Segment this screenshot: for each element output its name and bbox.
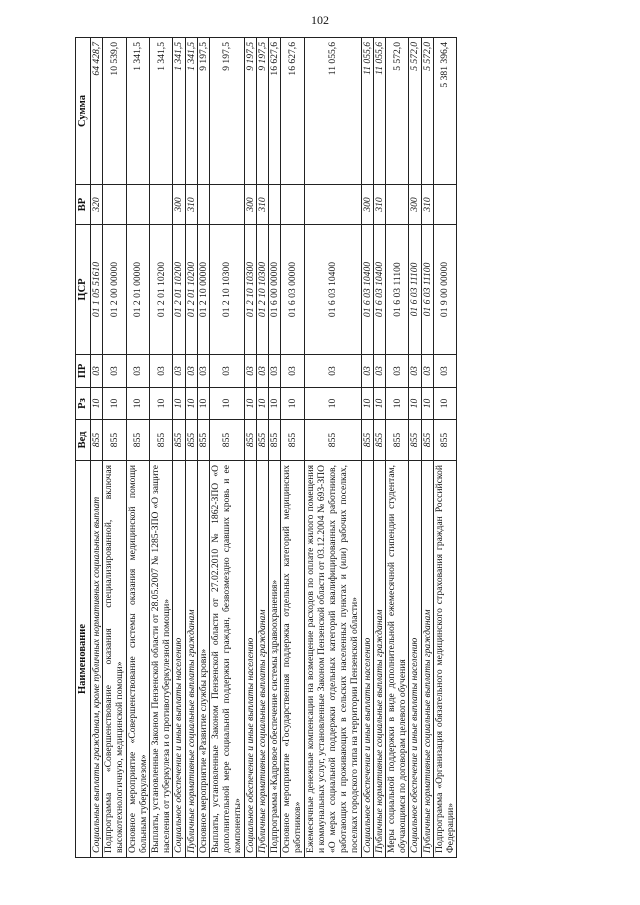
cell-sum: 9 197,5 — [197, 38, 209, 185]
cell-vr: 300 — [244, 185, 256, 225]
cell-ved: 855 — [386, 420, 409, 461]
cell-csr: 01 2 10 10300 — [244, 225, 256, 355]
col-header-csr: ЦСР — [76, 225, 91, 355]
cell-name: Основное мероприятие «Развитие службы крови» — [197, 461, 209, 858]
cell-sum: 5 572,0 — [409, 38, 421, 185]
cell-rz: 10 — [256, 388, 268, 420]
cell-sum: 10 539,0 — [103, 38, 126, 185]
cell-csr: 01 9 00 00000 — [433, 225, 456, 355]
cell-csr: 01 6 03 11100 — [409, 225, 421, 355]
cell-pr: 03 — [173, 355, 185, 388]
cell-rz: 10 — [150, 388, 173, 420]
rotated-table-container — [75, 38, 597, 858]
table-row — [361, 38, 373, 858]
cell-rz: 10 — [173, 388, 185, 420]
cell-vr: 320 — [91, 185, 103, 225]
cell-ved: 855 — [373, 420, 385, 461]
table-row — [304, 38, 361, 858]
table-body — [91, 38, 457, 858]
cell-ved: 855 — [126, 420, 149, 461]
cell-sum: 11 055,6 — [373, 38, 385, 185]
col-header-sum: Сумма — [76, 38, 91, 185]
cell-csr: 01 2 01 10200 — [173, 225, 185, 355]
table-row — [373, 38, 385, 858]
cell-csr: 01 2 00 00000 — [103, 225, 126, 355]
cell-pr: 03 — [361, 355, 373, 388]
cell-csr: 01 6 03 10400 — [373, 225, 385, 355]
cell-vr — [150, 185, 173, 225]
cell-rz: 10 — [269, 388, 281, 420]
table-row — [244, 38, 256, 858]
cell-name: Выплаты, установленные Законом Пензенской области от 28.05.2007 № 1285-ЗПО «О защите населения от туберкулеза и о противотуберкулезной помощи» — [150, 461, 173, 858]
cell-ved: 855 — [433, 420, 456, 461]
cell-csr: 01 6 03 00000 — [281, 225, 304, 355]
cell-pr: 03 — [281, 355, 304, 388]
col-header-rz: Рз — [76, 388, 91, 420]
page-number: 102 — [311, 13, 329, 27]
cell-sum: 9 197,5 — [256, 38, 268, 185]
table-row — [256, 38, 268, 858]
cell-name: Выплаты, установленные Законом Пензенской области от 27.02.2010 № 1862-ЗПО «О дополнительной мере социальной поддержки граждан, безвозмездно сдавших кровь и ее компоненты» — [210, 461, 245, 858]
cell-rz: 10 — [421, 388, 433, 420]
cell-vr — [281, 185, 304, 225]
cell-sum: 64 428,7 — [91, 38, 103, 185]
table-row — [421, 38, 433, 858]
table-row — [269, 38, 281, 858]
cell-pr: 03 — [386, 355, 409, 388]
cell-vr — [386, 185, 409, 225]
cell-sum: 11 055,6 — [304, 38, 361, 185]
cell-name: Меры социальной поддержки в виде дополнительной ежемесячной стипендии студентам, обучающимся по договорам целевого обучения — [386, 461, 409, 858]
cell-vr: 300 — [361, 185, 373, 225]
cell-name: Публичные нормативные социальные выплаты гражданам — [256, 461, 268, 858]
cell-csr: 01 6 03 11100 — [386, 225, 409, 355]
cell-csr: 01 2 01 10200 — [185, 225, 197, 355]
cell-rz: 10 — [433, 388, 456, 420]
cell-name: Социальное обеспечение и иные выплаты населению — [361, 461, 373, 858]
cell-vr: 310 — [373, 185, 385, 225]
table-row — [185, 38, 197, 858]
cell-vr: 310 — [256, 185, 268, 225]
cell-name: Социальное обеспечение и иные выплаты населению — [173, 461, 185, 858]
col-header-ved: Вед — [76, 420, 91, 461]
cell-name: Публичные нормативные социальные выплаты гражданам — [185, 461, 197, 858]
cell-sum: 5 572,0 — [386, 38, 409, 185]
cell-ved: 855 — [269, 420, 281, 461]
cell-ved: 855 — [244, 420, 256, 461]
cell-vr: 300 — [173, 185, 185, 225]
cell-pr: 03 — [269, 355, 281, 388]
cell-name: Ежемесячные денежные компенсации на возмещение расходов по оплате жилого помещения и коммунальных услуг, установленные Законом Пензенской области от 03.12.2004 № 693-ЗПО «О мерах социальной поддержки отдельных категорий квалифицированных работников, работающих и проживающих в сельских населенных пунктах и (или) рабочих поселках, поселках городского типа на территории Пензенской области» — [304, 461, 361, 858]
cell-vr — [269, 185, 281, 225]
cell-rz: 10 — [91, 388, 103, 420]
cell-pr: 03 — [304, 355, 361, 388]
cell-csr: 01 2 10 00000 — [197, 225, 209, 355]
cell-name: Основное мероприятие «Государственная поддержка отдельных категорий медицинских работников» — [281, 461, 304, 858]
cell-pr: 03 — [433, 355, 456, 388]
cell-vr — [126, 185, 149, 225]
budget-table — [75, 37, 457, 858]
cell-vr — [304, 185, 361, 225]
cell-rz: 10 — [126, 388, 149, 420]
cell-sum: 1 341,5 — [126, 38, 149, 185]
cell-pr: 03 — [210, 355, 245, 388]
cell-ved: 855 — [185, 420, 197, 461]
cell-vr: 300 — [409, 185, 421, 225]
cell-pr: 03 — [150, 355, 173, 388]
cell-ved: 855 — [91, 420, 103, 461]
cell-pr: 03 — [244, 355, 256, 388]
table-row — [103, 38, 126, 858]
cell-rz: 10 — [409, 388, 421, 420]
cell-pr: 03 — [103, 355, 126, 388]
cell-rz: 10 — [103, 388, 126, 420]
cell-rz: 10 — [197, 388, 209, 420]
cell-ved: 855 — [103, 420, 126, 461]
table-row — [386, 38, 409, 858]
cell-rz: 10 — [361, 388, 373, 420]
table-row — [150, 38, 173, 858]
cell-vr: 310 — [185, 185, 197, 225]
cell-sum: 9 197,5 — [210, 38, 245, 185]
cell-sum: 5 572,0 — [421, 38, 433, 185]
cell-pr: 03 — [197, 355, 209, 388]
cell-csr: 01 2 01 10200 — [150, 225, 173, 355]
cell-ved: 855 — [150, 420, 173, 461]
cell-rz: 10 — [281, 388, 304, 420]
cell-csr: 01 6 03 10400 — [304, 225, 361, 355]
table-row — [91, 38, 103, 858]
cell-pr: 03 — [126, 355, 149, 388]
cell-csr: 01 6 03 11100 — [421, 225, 433, 355]
table-row — [126, 38, 149, 858]
cell-ved: 855 — [281, 420, 304, 461]
cell-rz: 10 — [386, 388, 409, 420]
cell-name: Социальные выплаты гражданам, кроме публичных нормативных социальных выплат — [91, 461, 103, 858]
cell-name: Публичные нормативные социальные выплаты гражданам — [421, 461, 433, 858]
cell-csr: 01 2 01 00000 — [126, 225, 149, 355]
cell-pr: 03 — [373, 355, 385, 388]
cell-csr: 01 2 10 10300 — [256, 225, 268, 355]
cell-sum: 1 341,5 — [173, 38, 185, 185]
cell-sum: 1 341,5 — [185, 38, 197, 185]
cell-name: Подпрограмма «Совершенствование оказания специализированной, включая высокотехнологичную, медицинской помощи» — [103, 461, 126, 858]
cell-rz: 10 — [304, 388, 361, 420]
table-row — [173, 38, 185, 858]
cell-vr: 310 — [421, 185, 433, 225]
table-row — [210, 38, 245, 858]
cell-vr — [210, 185, 245, 225]
cell-pr: 03 — [421, 355, 433, 388]
cell-vr — [433, 185, 456, 225]
col-header-pr: ПР — [76, 355, 91, 388]
cell-sum: 9 197,5 — [244, 38, 256, 185]
cell-rz: 10 — [373, 388, 385, 420]
cell-ved: 855 — [409, 420, 421, 461]
cell-name: Подпрограмма «Кадровое обеспечение системы здравоохранения» — [269, 461, 281, 858]
cell-rz: 10 — [244, 388, 256, 420]
cell-ved: 855 — [361, 420, 373, 461]
cell-name: Основное мероприятие «Совершенствование системы оказания медицинской помощи больным туберкулезом» — [126, 461, 149, 858]
table-row — [409, 38, 421, 858]
cell-ved: 855 — [173, 420, 185, 461]
cell-sum: 16 627,6 — [281, 38, 304, 185]
cell-vr — [103, 185, 126, 225]
cell-pr: 03 — [256, 355, 268, 388]
cell-ved: 855 — [256, 420, 268, 461]
cell-ved: 855 — [210, 420, 245, 461]
cell-rz: 10 — [185, 388, 197, 420]
cell-name: Социальное обеспечение и иные выплаты населению — [409, 461, 421, 858]
cell-csr: 01 1 05 51610 — [91, 225, 103, 355]
col-header-name: Наименование — [76, 461, 91, 858]
cell-csr: 01 6 00 00000 — [269, 225, 281, 355]
cell-csr: 01 2 10 10300 — [210, 225, 245, 355]
cell-ved: 855 — [421, 420, 433, 461]
cell-rz: 10 — [210, 388, 245, 420]
col-header-vr: ВР — [76, 185, 91, 225]
cell-pr: 03 — [409, 355, 421, 388]
cell-sum: 1 341,5 — [150, 38, 173, 185]
cell-vr — [197, 185, 209, 225]
cell-sum: 11 055,6 — [361, 38, 373, 185]
cell-pr: 03 — [185, 355, 197, 388]
cell-name: Публичные нормативные социальные выплаты гражданам — [373, 461, 385, 858]
cell-ved: 855 — [304, 420, 361, 461]
table-row — [433, 38, 456, 858]
table-row — [281, 38, 304, 858]
cell-pr: 03 — [91, 355, 103, 388]
table-header-row — [76, 38, 91, 858]
table-row — [197, 38, 209, 858]
cell-name: Социальное обеспечение и иные выплаты населению — [244, 461, 256, 858]
cell-name: Подпрограмма «Организация обязательного медицинского страхования граждан Российской Федерации» — [433, 461, 456, 858]
cell-ved: 855 — [197, 420, 209, 461]
cell-sum: 16 627,6 — [269, 38, 281, 185]
cell-csr: 01 6 03 10400 — [361, 225, 373, 355]
cell-sum: 5 381 396,4 — [433, 38, 456, 185]
